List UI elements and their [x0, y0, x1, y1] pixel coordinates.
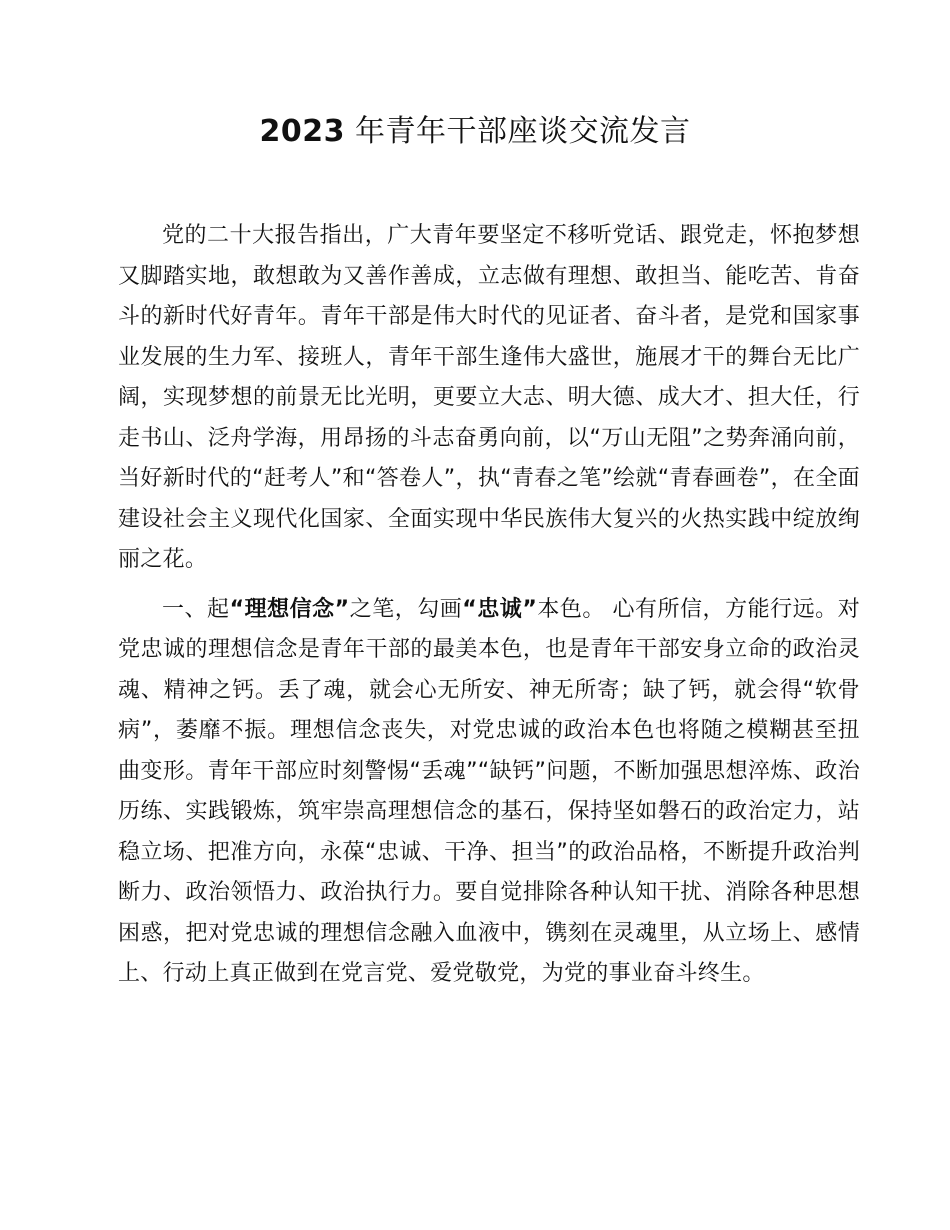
- title-text: 年青年干部座谈交流发言: [355, 114, 691, 149]
- document-title: [0, 112, 950, 152]
- section-1-heading: [162, 597, 605, 622]
- title-year: 2023: [259, 114, 345, 149]
- section-1-heading-part3: 本色。: [537, 596, 605, 622]
- intro-paragraph: 党的二十大报告指出，广大青年要坚定不移听党话、跟党走，怀抱梦想又脚踏实地，敢想敢为又善作善成，立志做有理想、敢担当、能吃苦、肯奋斗的新时代好青年。青年干部是伟大时代的见证者、奋斗者，是党和国家事业发展的生力军、接班人，青年干部生逢伟大盛世，施展才干的舞台无比广阔，实现梦想的前景无比光明，更要立大志、明大德、成大才、担大任，行走书山、泛舟学海，用昂扬的斗志奋勇向前，以“万山无阻”之势奔涌向前，当好新时代的“赶考人”和“答卷人”，执“青春之笔”绘就“青春画卷”，在全面建设社会主义现代化国家、全面实现中华民族伟大复兴的火热实践中绽放绚丽之花。: [118, 223, 860, 572]
- section-1-heading-quote2: “忠诚”: [462, 596, 538, 622]
- section-1-heading-quote1: “理想信念”: [229, 596, 350, 622]
- document-body: [118, 216, 860, 995]
- section-1-text: 心有所信，方能行远。对党忠诚的理想信念是青年干部的最美本色，也是青年干部安身立命的政治灵魂、精神之钙。丢了魂，就会心无所安、神无所寄；缺了钙，就会得“软骨病”，萎靡不振。理想信念丧失，对党忠诚的政治本色也将随之模糊甚至扭曲变形。青年干部应时刻警惕“丢魂”“缺钙”问题，不断加强思想淬炼、政治历练、实践锻炼，筑牢崇高理想信念的基石，保持坚如磐石的政治定力，站稳立场、把准方向，永葆“忠诚、干净、担当”的政治品格，不断提升政治判断力、政治领悟力、政治执行力。要自觉排除各种认知干扰、消除各种思想困惑，把对党忠诚的理想信念融入血液中，镌刻在灵魂里，从立场上、感情上、行动上真正做到在党言党、爱党敬党，为党的事业奋斗终生。: [118, 596, 860, 986]
- section-1-paragraph: [118, 590, 860, 995]
- section-1-heading-part2: 之笔，勾画: [349, 596, 463, 622]
- section-1-heading-part1: 一、起: [162, 596, 230, 622]
